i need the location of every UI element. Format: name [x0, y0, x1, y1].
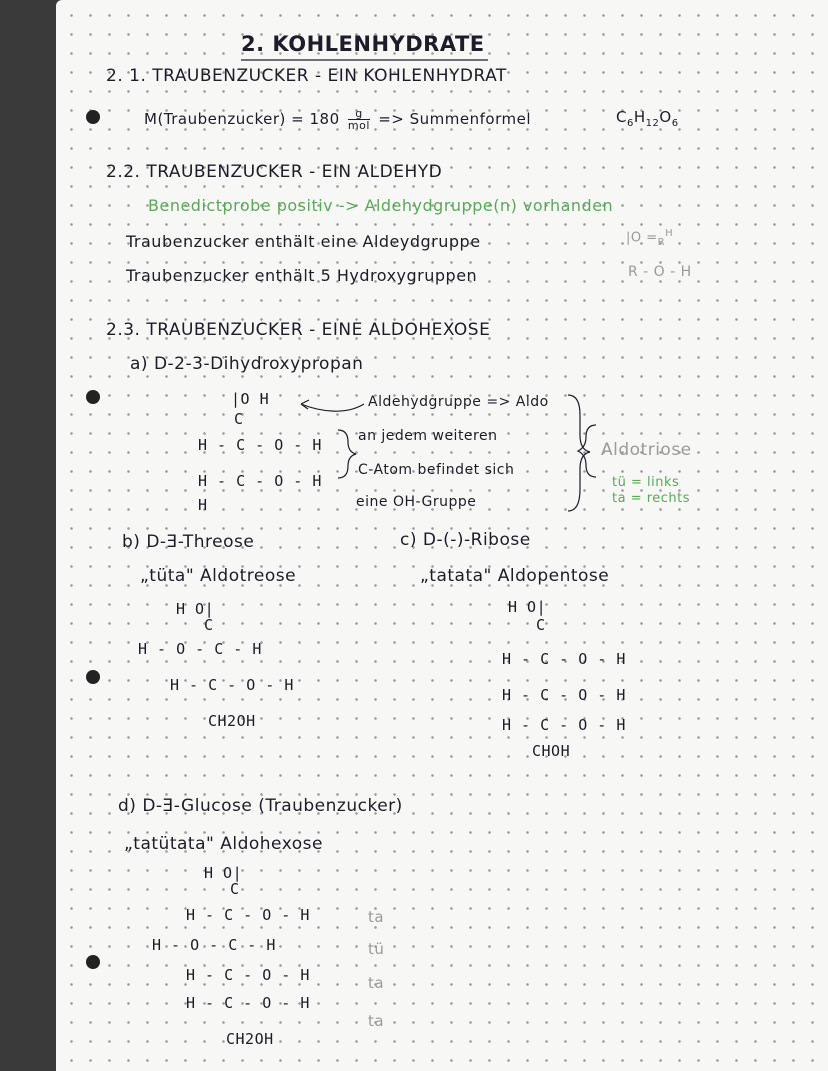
notebook-page — [56, 0, 828, 1071]
punch-hole — [86, 670, 100, 684]
a-note-2: an jedem weiteren — [358, 428, 498, 444]
hydroxy-groups-line: Traubenzucker enthält 5 Hydroxygruppen — [126, 266, 478, 285]
c-struct-line-1: H O| — [508, 598, 547, 616]
section-2-3-heading: 2.3. TRAUBENZUCKER - EINE ALDOHEXOSE — [106, 320, 491, 340]
part-c-label: c) D-(-)-Ribose — [400, 530, 531, 550]
b-struct-line-4: H - C - O - H — [170, 676, 294, 694]
d-note-3: ta — [368, 974, 385, 992]
legend-rechts: ta = rechts — [612, 491, 691, 506]
molar-mass-text: M(Traubenzucker) = 180 g mol => Summenformel — [144, 107, 531, 132]
a-struct-line-4: H - C - O - H — [198, 472, 322, 490]
a-struct-line-5: H — [198, 496, 208, 514]
section-2-1-heading: 2. 1. TRAUBENZUCKER - EIN KOHLENHYDRAT — [106, 66, 507, 86]
notes-brace-left — [338, 430, 356, 478]
b-struct-line-3: H - O - C - H — [138, 640, 262, 658]
d-struct-line-1: H O| — [204, 864, 243, 882]
d-struct-line-2: C — [230, 880, 240, 898]
a-note-4: eine OH-Gruppe — [356, 494, 477, 510]
c-struct-line-4: H - C - O - H — [502, 686, 626, 704]
d-struct-line-7: CH2OH — [226, 1030, 274, 1048]
punch-hole — [86, 110, 100, 124]
part-d-label: d) D-Ǝ-Glucose (Traubenzucker) — [118, 796, 403, 816]
part-c-subtitle: „tatata" Aldopentose — [420, 566, 610, 586]
b-struct-line-5: CH2OH — [208, 712, 256, 730]
b-struct-line-1: H O| — [176, 600, 215, 618]
d-struct-line-4: H - O - C - H — [152, 936, 276, 954]
part-b-label: b) D-Ǝ-Threose — [122, 532, 255, 552]
aldehyde-group-line: Traubenzucker enthält eine Aldeydgruppe — [126, 232, 481, 251]
page-title: 2. KOHLENHYDRATE — [241, 32, 485, 56]
d-struct-line-3: H - C - O - H — [186, 906, 310, 924]
c-struct-line-5: H - C - O - H — [502, 716, 626, 734]
benedict-test-line: Benedictprobe positiv -> Aldehydgruppe(n) vorhanden — [148, 196, 614, 215]
a-note-3: C-Atom befindet sich — [358, 462, 515, 478]
c-struct-line-6: CHOH — [532, 742, 571, 760]
c-struct-line-2: C — [536, 616, 546, 634]
aldehyde-arrow — [301, 404, 364, 411]
aldotriose-label: Aldotriose — [601, 440, 692, 460]
part-b-subtitle: „tüta" Aldotreose — [140, 566, 297, 586]
a-struct-line-2: C — [234, 410, 244, 428]
part-d-subtitle: „tatütata" Aldohexose — [124, 834, 323, 854]
punch-hole — [86, 390, 100, 404]
d-note-1: ta — [368, 908, 385, 926]
a-struct-line-1: |O H — [231, 390, 270, 408]
d-note-4: ta — [368, 1012, 385, 1030]
d-struct-line-6: H - C - O - H — [186, 994, 310, 1012]
b-struct-line-2: C — [204, 616, 214, 634]
c-struct-line-3: H - C - O - H — [502, 650, 626, 668]
a-struct-line-3: H - C - O - H — [198, 436, 322, 454]
aldehyde-group-formula: $|O =_R^H$ — [626, 228, 674, 248]
a-note-1: Aldehydgruppe => Aldo — [368, 394, 549, 410]
hydroxy-group-formula: R - O - H — [628, 264, 692, 280]
notes-brace-right — [568, 395, 590, 511]
sum-formula: $C_6H_{12}O_6$ — [616, 108, 679, 129]
legend-links: tü = links — [612, 475, 680, 490]
section-2-2-heading: 2.2. TRAUBENZUCKER - EIN ALDEHYD — [106, 162, 443, 182]
d-struct-line-5: H - C - O - H — [186, 966, 310, 984]
d-note-2: tü — [368, 940, 385, 958]
punch-hole — [86, 955, 100, 969]
part-a-label: a) D-2-3-Dihydroxypropan — [130, 354, 364, 374]
